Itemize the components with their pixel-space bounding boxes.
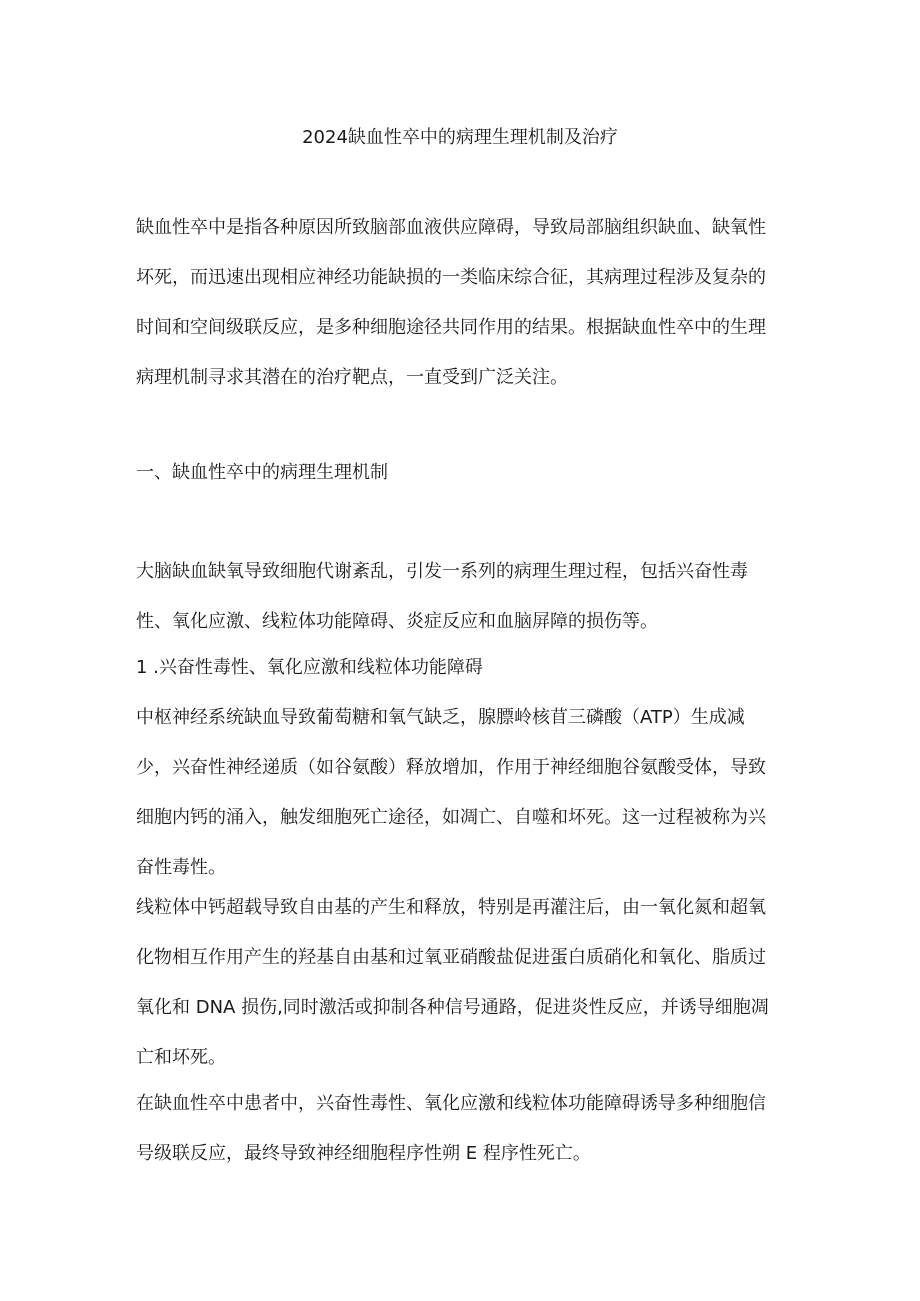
text-line: 亡和坏死。: [136, 1047, 226, 1068]
text-line: 奋性毒性。: [136, 857, 226, 878]
text-line: 病理机制寻求其潜在的治疗靶点，一直受到广泛关注。: [136, 367, 568, 388]
paragraph-summary: [136, 1086, 796, 1172]
intro-paragraph: [136, 210, 796, 396]
paragraph-excitotoxicity: [136, 700, 796, 886]
section-heading-text: 一、缺血性卒中的病理生理机制: [136, 462, 388, 483]
text-line: 时间和空间级联反应，是多种细胞途径共同作用的结果。根据缺血性卒中的生理: [136, 317, 766, 338]
subsection-heading-text: 1 .兴奋性毒性、氧化应激和线粒体功能障碍: [136, 657, 483, 678]
section-intro-paragraph: [136, 554, 796, 640]
text-line: 细胞内钙的涌入，触发细胞死亡途径，如凋亡、自噬和坏死。这一过程被称为兴: [136, 807, 766, 828]
text-line: 在缺血性卒中患者中，兴奋性毒性、氧化应激和线粒体功能障碍诱导多种细胞信: [136, 1093, 766, 1114]
paragraph-mitochondria: [136, 890, 796, 1076]
section-heading: [136, 455, 796, 491]
text-line: 坏死，而迅速出现相应神经功能缺损的一类临床综合征，其病理过程涉及复杂的: [136, 267, 766, 288]
text-line: 线粒体中钙超载导致自由基的产生和释放，特别是再灌注后，由一氧化氮和超氧: [136, 897, 766, 918]
text-line: 大脑缺血缺氧导致细胞代谢紊乱，引发一系列的病理生理过程，包括兴奋性毒: [136, 561, 748, 582]
text-line: 化物相互作用产生的羟基自由基和过氧亚硝酸盐促进蛋白质硝化和氧化、脂质过: [136, 947, 766, 968]
text-line: 少，兴奋性神经递质（如谷氨酸）释放增加，作用于神经细胞谷氨酸受体，导致: [136, 757, 766, 778]
text-line: 氧化和 DNA 损伤,同时激活或抑制各种信号通路，促进炎性反应，并诱导细胞凋: [136, 997, 769, 1018]
text-line: 性、氧化应激、线粒体功能障碍、炎症反应和血脑屏障的损伤等。: [136, 611, 658, 632]
text-line: 号级联反应，最终导致神经细胞程序性朔 E 程序性死亡。: [136, 1143, 591, 1164]
document-title: 2024缺血性卒中的病理生理机制及治疗: [302, 127, 618, 148]
subsection-heading: [136, 650, 796, 686]
text-line: 中枢神经系统缺血导致葡萄糖和氧气缺乏，腺膘岭核苜三磷酸（ATP）生成减: [136, 707, 745, 728]
text-line: 缺血性卒中是指各种原因所致脑部血液供应障碍，导致局部脑组织缺血、缺氧性: [136, 217, 766, 238]
